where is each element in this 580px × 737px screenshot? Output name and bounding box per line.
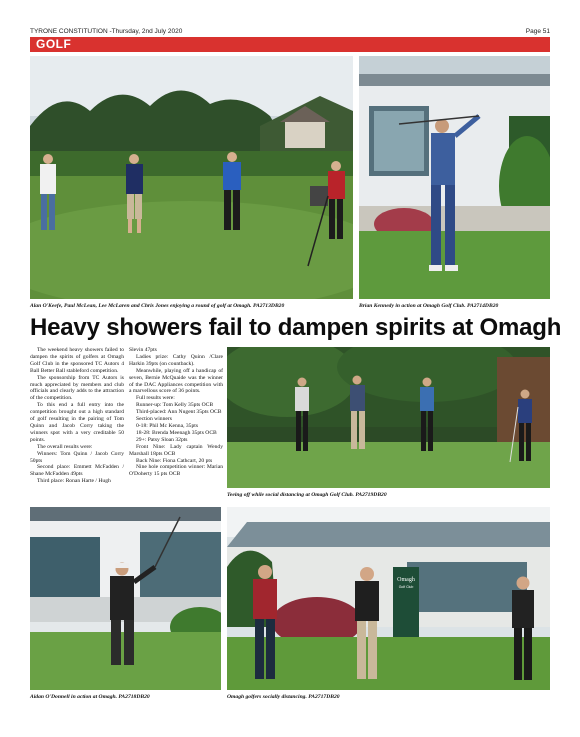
paragraph: Runner-up: Tom Kelly 35pts OCB [136,402,214,409]
paragraph: The overall results were: [37,443,93,450]
photo-tee-off [227,347,550,488]
paragraph: Section winners [136,416,172,423]
article-headline: Heavy showers fail to dampen spirits at Omagh [30,314,562,341]
article-column-1 [30,347,124,485]
paragraph: Winners: Tom Quinn / Jacob Corry 50pts [30,450,124,464]
photo-four-golfers [30,56,353,299]
club-sign-title: Omagh [397,577,415,583]
section-title: GOLF [36,37,72,51]
caption-photo1: Alan O'Keefe, Paul McLean, Lee McLaren and Chris Jones enjoying a round of golf at Omagh. PA2713DB20 [30,303,285,309]
paragraph: Nine hole competition winner: Marian O'Doherty 15 pts OCB [129,464,223,478]
photo-golfers-distancing [227,507,550,690]
caption-photo4: Aidan O'Donnell in action at Omagh. PA2718DB20 [30,694,150,700]
paragraph: The weekend heavy showers failed to dampen the spirits of golfers at Omagh Golf Club in the sponsored TC Autors 4 Ball Better Ball stableford competition. [30,347,124,374]
article-column-2 [129,347,223,478]
photo-golfer-swing [359,56,550,299]
paragraph: Third-placed: Ann Nugent 35pts OCB [136,409,222,416]
photo-golfer-action [30,507,221,690]
paragraph: To this end a full entry into the competition brought out a high standard of golf resulting in the pairing of Tom Quinn and Jacob Corry taking the winners spot with a very creditable 50 points. [30,402,124,443]
page-number: Page 51 [525,28,550,35]
paragraph: Full results were: [136,395,175,402]
caption-photo5: Omagh golfers socially distancing. PA2717DB20 [227,694,340,700]
paragraph: Second place: Emmett McFadden / Shane McFadden 49pts [30,464,124,478]
paragraph: The sponsorship from TC Autors is much appreciated by members and club officials and clearly adds to the attraction of the competition. [30,374,124,402]
paragraph: 18-28: Brenda Meenagh 35pts OCB [136,429,217,436]
paragraph: Front Nine: Lady captain Wendy Marshall 18pts OCB [129,443,223,457]
caption-photo3: Teeing off while social distancing at Omagh Golf Club. PA2719DB20 [227,492,387,498]
paragraph: 0-18: Phil Mc Kenna, 35pts [136,422,198,429]
publication-line: TYRONE CONSTITUTION -Thursday, 2nd July 2020 [30,28,183,35]
paragraph: Slevin 47pts [129,347,157,353]
club-sign-subtitle: Golf Club [398,585,414,589]
paragraph: 29+: Patsy Sloan 32pts [136,436,188,443]
paragraph: Ladies prize: Cathy Quinn /Clare Harkin 39pts (on countback). [129,353,223,367]
section-band [30,37,550,52]
paragraph: Back Nine: Fiona Cathcart, 20 pts [136,457,213,464]
paragraph: Third place: Ronan Harte / Hugh [37,478,111,485]
caption-photo2: Brian Kennedy in action at Omagh Golf Club. PA2714DB20 [359,303,499,309]
paragraph: Meanwhile, playing off a handicap of seven, Bernie McQuaide was the winner of the DAC Appliances competition with a marvellous score of 36 points. [129,367,223,395]
